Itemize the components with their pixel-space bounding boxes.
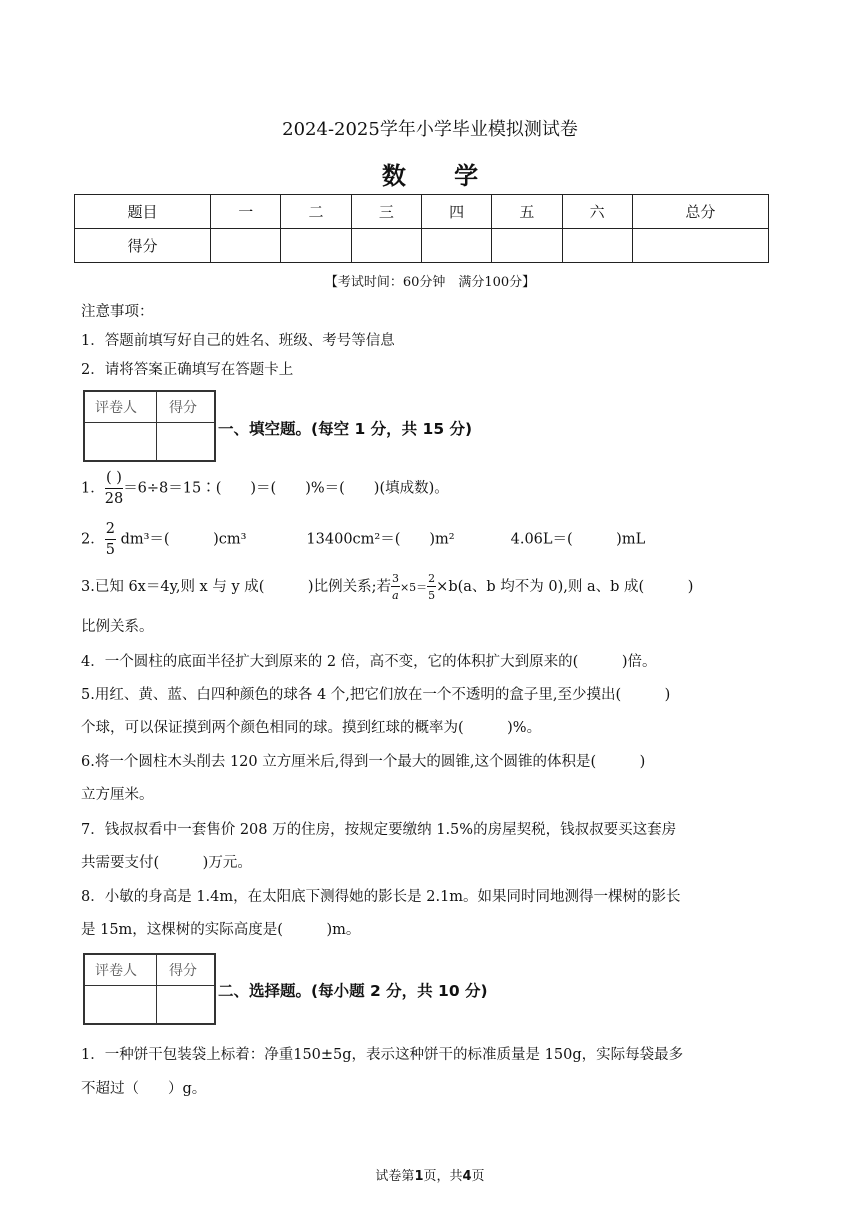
question-8-cont: 是 15m，这棵树的实际高度是( )m。	[81, 922, 361, 938]
question-3: 3.已知 6x＝4y,则 x 与 y 成( )比例关系;若 $\frac{3}{a}$ ×5＝ $\frac{2}{5}$ ×b(a、b 均不为 0),则 a、b 成( )	[81, 572, 694, 602]
grader-box	[83, 953, 216, 1025]
score-input-cell[interactable]	[351, 229, 421, 263]
score-cell: 三	[351, 195, 421, 229]
score-cell: 二	[281, 195, 351, 229]
score-input-cell[interactable]	[421, 229, 491, 263]
question-8: 8．小敏的身高是 1.4m，在太阳底下测得她的影长是 2.1m。如果同时同地测得一棵树的影长	[81, 889, 681, 905]
choice-question-1: 1．一种饼干包装袋上标着：净重150±5g，表示这种饼干的标准质量是 150g，实际每袋最多	[81, 1047, 684, 1063]
score-input-cell[interactable]	[211, 229, 281, 263]
score-cell: 一	[211, 195, 281, 229]
notes-item: 1．答题前填写好自己的姓名、班级、考号等信息	[81, 333, 395, 349]
question-6-cont: 立方厘米。	[81, 787, 154, 803]
grader-score-label: 得分	[169, 963, 197, 979]
notes-item: 2．请将答案正确填写在答题卡上	[81, 362, 294, 378]
subject-title: 数 学	[381, 162, 499, 190]
score-input-cell[interactable]	[281, 229, 351, 263]
exam-info: 【考试时间：60分钟 满分100分】	[324, 275, 536, 290]
score-input-cell[interactable]	[632, 229, 768, 263]
section-2-heading: 二、选择题。(每小题 2 分，共 10 分)	[218, 982, 488, 1000]
notes-title: 注意事项：	[81, 304, 154, 320]
fraction: $\frac{2}{5}$	[105, 521, 115, 558]
question-5-cont: 个球，可以保证摸到两个颜色相同的球。摸到红球的概率为( )%。	[81, 720, 542, 736]
score-cell: 六	[562, 195, 632, 229]
score-input-cell[interactable]	[492, 229, 562, 263]
score-cell: 五	[492, 195, 562, 229]
question-7: 7．钱叔叔看中一套售价 208 万的住房，按规定要缴纳 1.5%的房屋契税，钱叔叔要买这套房	[81, 822, 677, 838]
fraction: $\frac{2}{5}$	[428, 572, 436, 602]
grader-reviewer-label: 评卷人	[95, 963, 137, 979]
question-1: 1． $\frac{( )}{28}$ ＝6÷8＝15∶( )＝( )%＝( )(填成数)。	[81, 470, 449, 507]
score-cell: 题目	[75, 195, 211, 229]
score-table-header-row	[75, 195, 769, 229]
score-input-cell[interactable]	[562, 229, 632, 263]
score-table-score-row	[75, 229, 769, 263]
question-5: 5.用红、黄、蓝、白四种颜色的球各 4 个,把它们放在一个不透明的盒子里,至少摸出( )	[81, 687, 671, 703]
page-footer: 试卷第1页，共4页	[375, 1169, 485, 1184]
question-4: 4．一个圆柱的底面半径扩大到原来的 2 倍，高不变，它的体积扩大到原来的( )倍。	[81, 654, 657, 670]
fraction: $\frac{( )}{28}$	[104, 470, 124, 507]
question-3-cont: 比例关系。	[81, 619, 154, 635]
grader-score-label: 得分	[169, 400, 197, 416]
score-cell: 总分	[632, 195, 768, 229]
question-7-cont: 共需要支付( )万元。	[81, 855, 252, 871]
score-table	[74, 194, 769, 263]
score-row-label: 得分	[75, 229, 211, 263]
grader-reviewer-label: 评卷人	[95, 400, 137, 416]
fraction: $\frac{3}{a}$	[391, 572, 399, 602]
score-cell: 四	[421, 195, 491, 229]
exam-title: 2024-2025学年小学毕业模拟测试卷	[282, 119, 578, 140]
choice-question-1-cont: 不超过（ ）g。	[81, 1081, 207, 1097]
question-6: 6.将一个圆柱木头削去 120 立方厘米后,得到一个最大的圆锥,这个圆锥的体积是( )	[81, 754, 646, 770]
question-2: 2． $\frac{2}{5}$ dm³＝( )cm³ 13400cm²＝( )m² 4.06L＝( )mL	[81, 521, 646, 558]
section-1-heading: 一、填空题。(每空 1 分，共 15 分)	[218, 420, 473, 438]
grader-box	[83, 390, 216, 462]
